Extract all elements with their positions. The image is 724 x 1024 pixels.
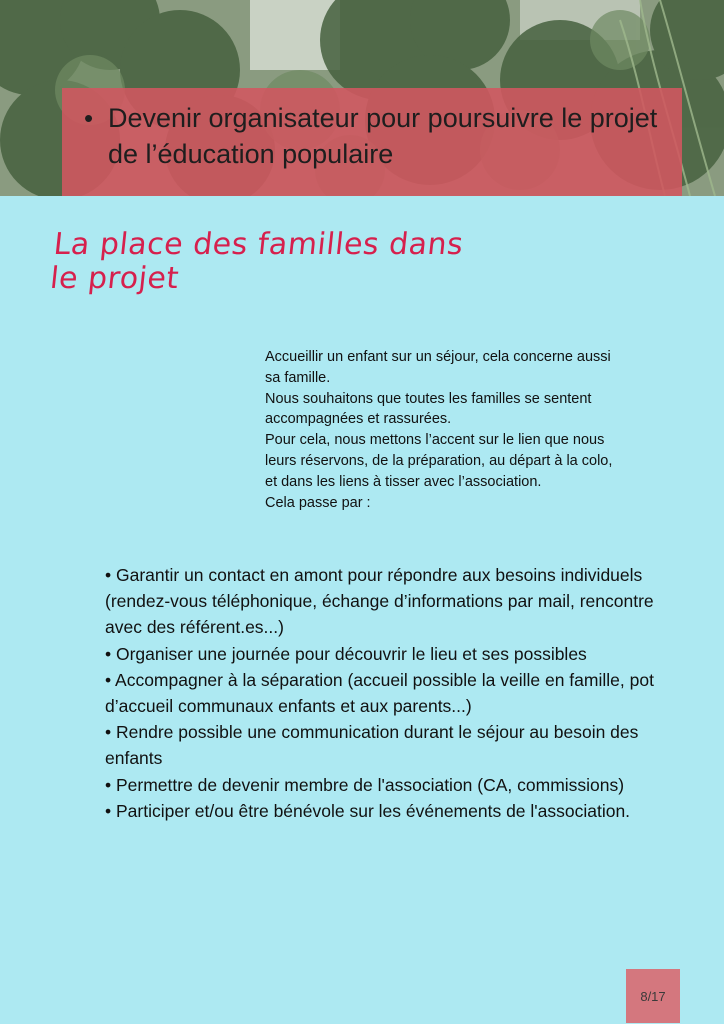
banner-text: Devenir organisateur pour poursuivre le projet de l’éducation populaire [108,103,658,169]
list-item: • Organiser une journée pour découvrir le lieu et ses possibles [105,643,587,664]
intro-paragraph: Nous souhaitons que toutes les familles se sentent accompagnées et rassurées. [265,390,592,428]
list-item: • Permettre de devenir membre de l'association (CA, commissions) [105,774,625,795]
list-item: • Participer et/ou être bénévole sur les événements de l'association. [105,800,631,821]
list-item: • Rendre possible une communication durant le séjour au besoin des enfants [105,722,639,769]
intro-text [265,347,615,513]
section-title: La place des familles dans le projet [48,227,466,296]
intro-paragraph: Cela passe par : [265,494,371,511]
bullet-icon: • [84,103,94,133]
intro-paragraph: Accueillir un enfant sur un séjour, cela concerne aussi sa famille. [265,349,611,386]
bullet-list [105,562,665,824]
intro-paragraph: Pour cela, nous mettons l’accent sur le lien que nous leurs réservons, de la préparation, au départ à la colo, et dans les liens à tisser avec l’association. [265,432,613,490]
banner [62,88,682,196]
page-number: 8/17 [626,969,680,1023]
list-item: • Garantir un contact en amont pour répondre aux besoins individuels (rendez-vous téléphonique, échange d’informations par mail, rencontre avec des référent.es...) [105,565,654,638]
list-item: • Accompagner à la séparation (accueil possible la veille en famille, pot d’accueil communaux enfants et aux parents...) [105,669,654,717]
banner-item [84,100,662,172]
